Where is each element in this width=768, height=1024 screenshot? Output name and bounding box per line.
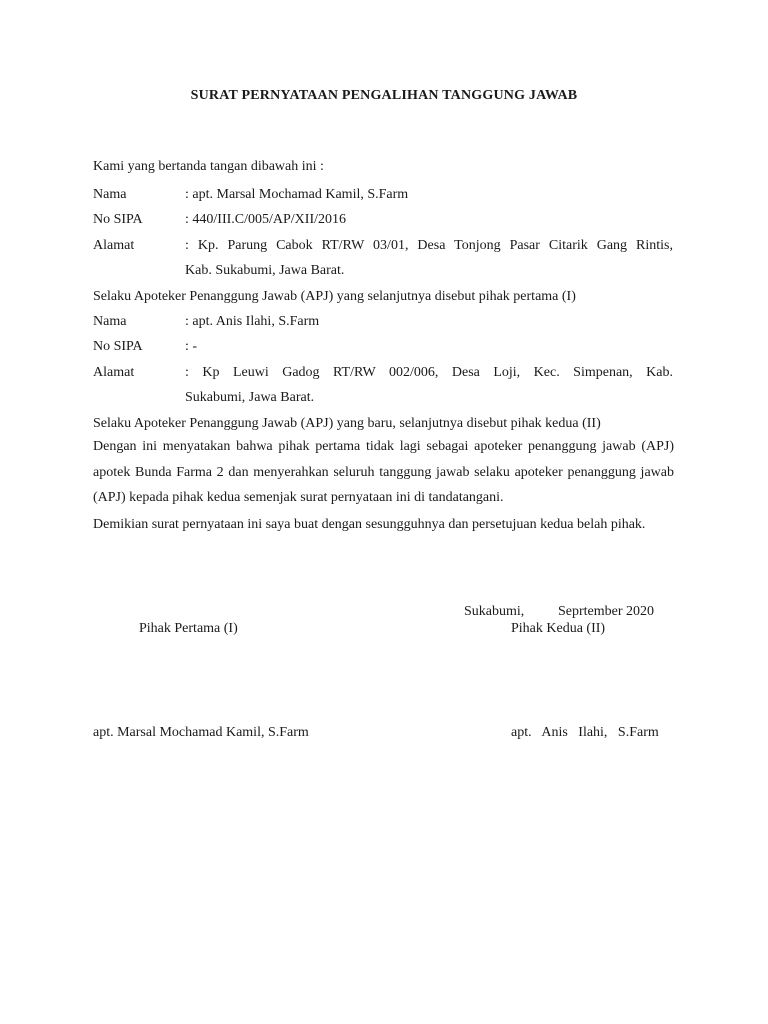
first-party-role-text: Selaku Apoteker Penanggung Jawab (APJ) yang selanjutnya disebut pihak pertama (I) [93, 289, 576, 304]
signing-date: Seprtember 2020 [558, 604, 655, 619]
first-party-name-value: : apt. Marsal Mochamad Kamil, S.Farm [185, 187, 409, 202]
first-party-address-line1: : Kp. Parung Cabok RT/RW 03/01, Desa Tonjong Pasar Citarik Gang Rintis, [185, 238, 673, 253]
second-party-signatory-name: apt. Anis Ilahi, S.Farm [511, 725, 659, 740]
first-party-address-label: Alamat [93, 238, 135, 253]
first-party-name-label: Nama [93, 187, 127, 202]
statement-paragraph: Dengan ini menyatakan bahwa pihak pertama tidak lagi sebagai apoteker penanggung jawab (APJ) apotek Bunda Farma 2 dan menyerahkan seluruh tanggung jawab selaku apoteker penanggung jawab (APJ) kepada pihak kedua semenjak surat pernyataan ini di tandatangani. [93, 439, 674, 505]
intro-text: Kami yang bertanda tangan dibawah ini : [93, 159, 324, 174]
first-party-sipa-label: No SIPA [93, 212, 143, 227]
second-party-address-line1: : Kp Leuwi Gadog RT/RW 002/006, Desa Loji, Kec. Simpenan, Kab. [185, 365, 673, 380]
closing-paragraph: Demikian surat pernyataan ini saya buat dengan sesungguhnya dan persetujuan kedua belah pihak. [93, 517, 646, 532]
second-party-role-text: Selaku Apoteker Penanggung Jawab (APJ) yang baru, selanjutnya disebut pihak kedua (II) [93, 416, 601, 431]
second-party-address-line2: Sukabumi, Jawa Barat. [185, 390, 315, 405]
second-party-sipa-label: No SIPA [93, 339, 143, 354]
first-party-sipa-value: : 440/III.C/005/AP/XII/2016 [185, 212, 346, 227]
second-party-sipa-value: : - [185, 339, 198, 354]
second-party-name-value: : apt. Anis Ilahi, S.Farm [185, 314, 320, 329]
document-title: SURAT PERNYATAAN PENGALIHAN TANGGUNG JAWAB [190, 88, 578, 103]
first-party-address-line2: Kab. Sukabumi, Jawa Barat. [185, 263, 345, 278]
second-party-address-label: Alamat [93, 365, 135, 380]
second-party-name-label: Nama [93, 314, 127, 329]
first-party-signature-label: Pihak Pertama (I) [139, 621, 238, 636]
second-party-signature-label: Pihak Kedua (II) [511, 621, 606, 636]
first-party-signatory-name: apt. Marsal Mochamad Kamil, S.Farm [93, 725, 309, 740]
signing-place: Sukabumi, [464, 604, 525, 619]
